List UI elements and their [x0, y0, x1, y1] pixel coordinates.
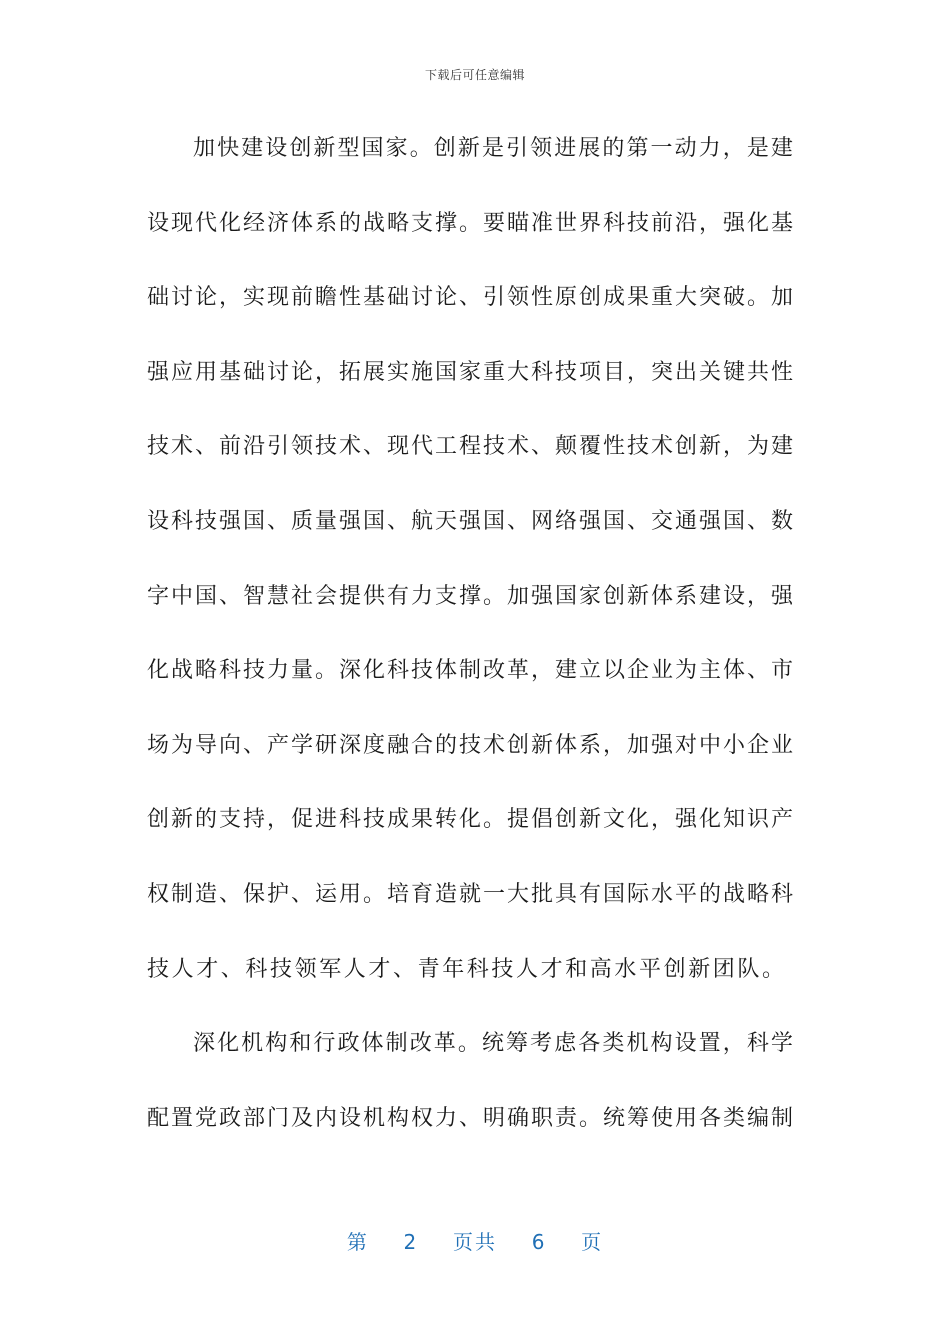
total-suffix: 页	[581, 1230, 604, 1254]
page-word: 第	[346, 1230, 369, 1254]
text-line: 技术、前沿引领技术、现代工程技术、颠覆性技术创新，为建	[147, 434, 796, 460]
paragraph-innovation	[147, 112, 795, 1007]
total-pages: 6	[531, 1230, 547, 1254]
text-line: 技人才、科技领军人才、青年科技人才和高水平创新团队。	[147, 956, 787, 982]
text-line: 加快建设创新型国家。创新是引领进展的第一动力，是建	[193, 136, 796, 161]
document-body	[147, 112, 795, 1156]
text-line: 化战略科技力量。深化科技体制改革，建立以企业为主体、市	[147, 658, 796, 684]
text-line: 创新的支持，促进科技成果转化。提倡创新文化，强化知识产	[147, 807, 796, 833]
page-header: 下载后可任意编辑	[424, 68, 525, 82]
text-line: 设科技强国、质量强国、航天强国、网络强国、交通强国、数	[147, 508, 796, 534]
text-line: 场为导向、产学研深度融合的技术创新体系，加强对中小企业	[147, 732, 796, 758]
text-line: 字中国、智慧社会提供有力支撑。加强国家创新体系建设，强	[147, 583, 796, 609]
text-line: 权制造、保护、运用。培育造就一大批具有国际水平的战略科	[147, 881, 796, 907]
text-line: 深化机构和行政体制改革。统筹考虑各类机构设置，科学	[193, 1031, 796, 1057]
text-line: 配置党政部门及内设机构权力、明确职责。统筹使用各类编制	[147, 1105, 796, 1131]
text-line: 础讨论，实现前瞻性基础讨论、引领性原创成果重大突破。加	[147, 285, 796, 311]
page-footer	[0, 1226, 950, 1255]
text-line: 设现代化经济体系的战略支撑。要瞄准世界科技前沿，强化基	[147, 210, 796, 236]
paragraph-institution-reform	[147, 1007, 795, 1156]
page-suffix: 页共	[453, 1230, 497, 1254]
text-line: 强应用基础讨论，拓展实施国家重大科技项目，突出关键共性	[147, 359, 796, 385]
page-number: 2	[403, 1230, 419, 1254]
